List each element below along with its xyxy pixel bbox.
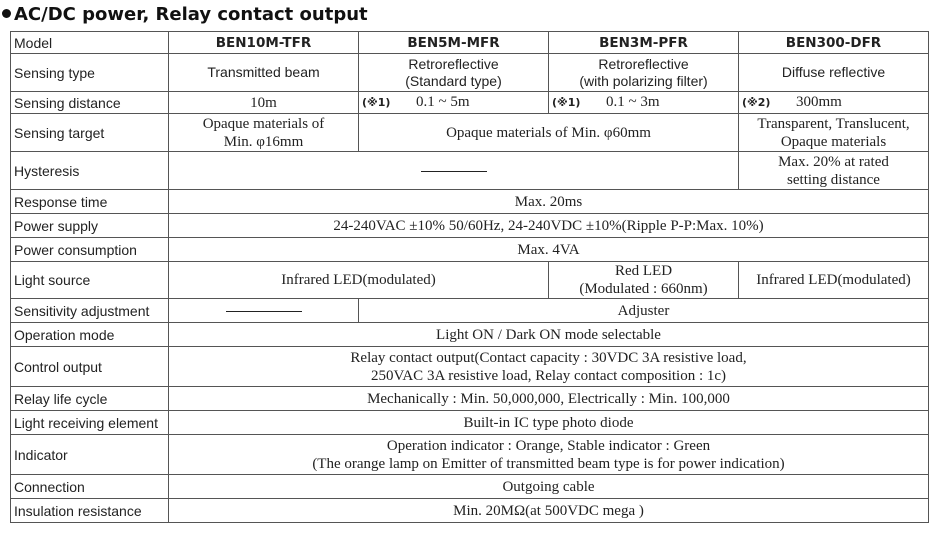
cell-value (549, 54, 739, 92)
row-label: Model (11, 32, 169, 54)
row-label: Power supply (11, 214, 169, 238)
dash-line (226, 311, 302, 312)
table-row (11, 214, 929, 238)
cell-line: Opaque materials of (202, 115, 325, 132)
cell-value: Max. 20ms (169, 190, 929, 214)
table-row (11, 32, 929, 54)
cell-line: Relay contact output(Contact capacity : 30VDC 3A resistive load, (350, 349, 747, 366)
cell-line: Retroreflective (408, 55, 499, 72)
table-row (11, 387, 929, 411)
not-applicable-cell (169, 299, 359, 323)
dash-line (421, 171, 487, 172)
row-label: Sensitivity adjustment (11, 299, 169, 323)
table-row (11, 92, 929, 114)
cell-line: (Modulated : 660nm) (579, 281, 708, 297)
cell-value: Opaque materials of Min. φ60mm (359, 114, 739, 152)
note-marker: (※2) (742, 96, 771, 109)
title-text: AC/DC power, Relay contact output (14, 4, 368, 25)
table-row (11, 323, 929, 347)
cell-value (169, 114, 359, 152)
cell-value: Max. 4VA (169, 238, 929, 262)
row-label: Light receiving element (11, 411, 169, 435)
cell-value: Min. 20MΩ(at 500VDC mega ) (169, 499, 929, 523)
table-row (11, 435, 929, 475)
row-label: Response time (11, 190, 169, 214)
row-label: Operation mode (11, 323, 169, 347)
distance-value: 300mm (796, 94, 842, 110)
table-row (11, 475, 929, 499)
cell-line: Max. 20% at rated (778, 153, 889, 170)
cell-line: Min. φ16mm (223, 133, 304, 150)
cell-value: Light ON / Dark ON mode selectable (169, 323, 929, 347)
row-label: Power consumption (11, 238, 169, 262)
model-name: BEN3M-PFR (549, 32, 739, 54)
cell-value (739, 114, 929, 152)
table-row (11, 347, 929, 387)
table-row (11, 411, 929, 435)
note-marker: (※1) (362, 96, 391, 109)
model-name: BEN10M-TFR (169, 32, 359, 54)
cell-line: (with polarizing filter) (579, 72, 708, 89)
cell-value (549, 262, 739, 299)
cell-value: Outgoing cable (169, 475, 929, 499)
page-title (2, 2, 368, 28)
cell-value (359, 54, 549, 92)
row-label: Sensing target (11, 114, 169, 152)
cell-line: Red LED (614, 263, 673, 279)
cell-line: (The orange lamp on Emitter of transmitted beam type is for power indication) (312, 455, 785, 472)
cell-line: Transparent, Translucent, (757, 115, 910, 132)
cell-line: (Standard type) (405, 72, 502, 89)
cell-value: 24-240VAC ±10% 50/60Hz, 24-240VDC ±10%(Ripple P-P:Max. 10%) (169, 214, 929, 238)
note-marker: (※1) (552, 96, 581, 109)
cell-line: setting distance (787, 171, 880, 188)
spec-table (10, 31, 929, 523)
not-applicable-cell (169, 152, 739, 190)
cell-value (549, 92, 739, 114)
row-label: Hysteresis (11, 152, 169, 190)
row-label: Sensing distance (11, 92, 169, 114)
row-label: Insulation resistance (11, 499, 169, 523)
table-row (11, 152, 929, 190)
model-name: BEN300-DFR (739, 32, 929, 54)
distance-value: 0.1 ~ 3m (606, 94, 660, 110)
row-label: Connection (11, 475, 169, 499)
table-row (11, 299, 929, 323)
table-row (11, 499, 929, 523)
table-row (11, 190, 929, 214)
row-label: Indicator (11, 435, 169, 475)
distance-value: 0.1 ~ 5m (416, 94, 470, 110)
cell-value (169, 435, 929, 475)
cell-line: Retroreflective (598, 55, 689, 72)
cell-line: Opaque materials (780, 133, 887, 150)
cell-value: Diffuse reflective (739, 54, 929, 92)
cell-value (739, 152, 929, 190)
row-label: Relay life cycle (11, 387, 169, 411)
cell-value (169, 347, 929, 387)
cell-value: Infrared LED(modulated) (169, 262, 549, 299)
cell-value: 10m (169, 92, 359, 114)
cell-value: Transmitted beam (169, 54, 359, 92)
cell-value (359, 92, 549, 114)
table-row (11, 54, 929, 92)
cell-value (739, 92, 929, 114)
model-name: BEN5M-MFR (359, 32, 549, 54)
bullet-icon (2, 9, 11, 18)
row-label: Sensing type (11, 54, 169, 92)
cell-line: 250VAC 3A resistive load, Relay contact composition : 1c) (370, 367, 727, 384)
table-row (11, 114, 929, 152)
cell-value: Mechanically : Min. 50,000,000, Electrically : Min. 100,000 (169, 387, 929, 411)
cell-value: Infrared LED(modulated) (739, 262, 929, 299)
cell-value: Built-in IC type photo diode (169, 411, 929, 435)
cell-value: Adjuster (359, 299, 929, 323)
table-row (11, 238, 929, 262)
row-label: Control output (11, 347, 169, 387)
row-label: Light source (11, 262, 169, 299)
table-row (11, 262, 929, 299)
cell-line: Operation indicator : Orange, Stable indicator : Green (386, 437, 711, 454)
